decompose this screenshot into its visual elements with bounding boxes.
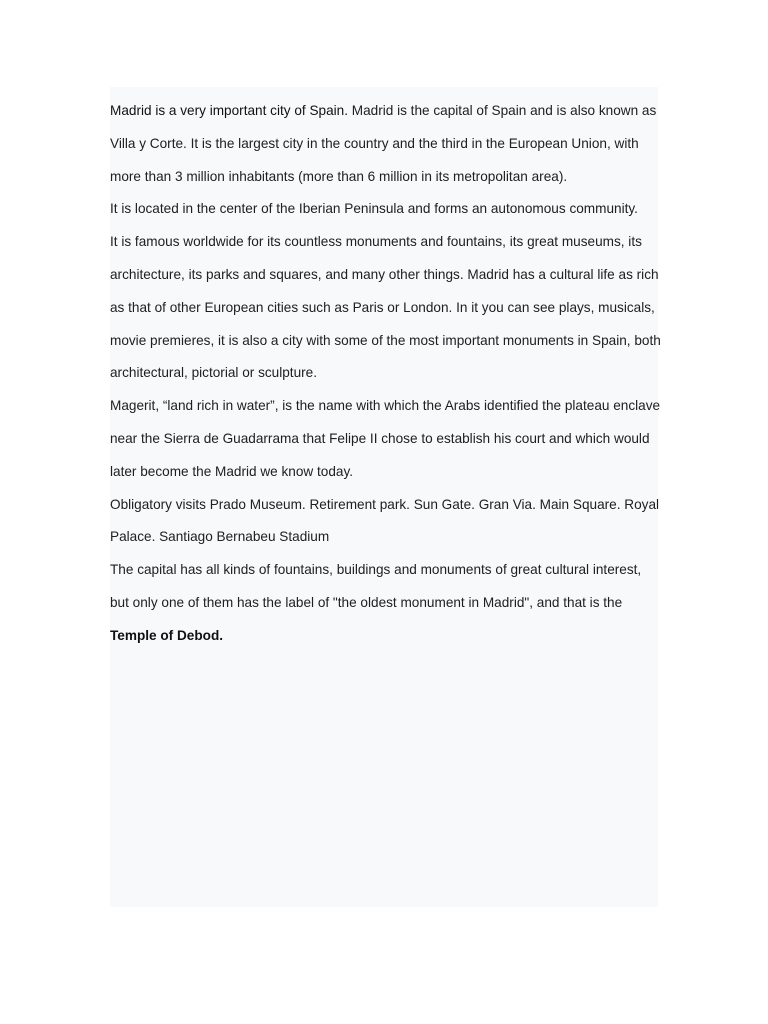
paragraph-intro bbox=[110, 95, 662, 193]
intro-rest: Madrid is the capital of Spain and is also known as Villa y Corte. It is the largest city in the country and the third in the European Union, with more than 3 million inhabitants (more than 6 million in its metropolitan area). bbox=[110, 103, 657, 184]
paragraph-fame: It is famous worldwide for its countless monuments and fountains, its great museums, its architecture, its parks and squares, and many other things. Madrid has a cultural life as rich as that of other European cities such as Paris or London. In it you can see plays, musicals, movie premieres, it is also a city with some of the most important monuments in Spain, both architectural, pictorial or sculpture. bbox=[110, 234, 661, 381]
temple-of-debod: Temple of Debod. bbox=[110, 627, 224, 643]
document-body bbox=[110, 95, 662, 653]
intro-lead-sentence: Madrid is a very important city of Spain. bbox=[110, 103, 348, 118]
paragraph-monuments bbox=[110, 554, 662, 652]
paragraph-visits: Obligatory visits Prado Museum. Retirement park. Sun Gate. Gran Via. Main Square. Royal Palace. Santiago Bernabeu Stadium bbox=[110, 496, 660, 545]
paragraph-history: Magerit, “land rich in water”, is the name with which the Arabs identified the plateau enclave near the Sierra de Guadarrama that Felipe II chose to establish his court and which would later become the Madrid we know today. bbox=[110, 398, 661, 479]
monuments-text: The capital has all kinds of fountains, buildings and monuments of great cultural interest, but only one of them has the label of "the oldest monument in Madrid", and that is the bbox=[110, 562, 642, 610]
paragraph-location: It is located in the center of the Iberian Peninsula and forms an autonomous community. bbox=[110, 201, 638, 217]
